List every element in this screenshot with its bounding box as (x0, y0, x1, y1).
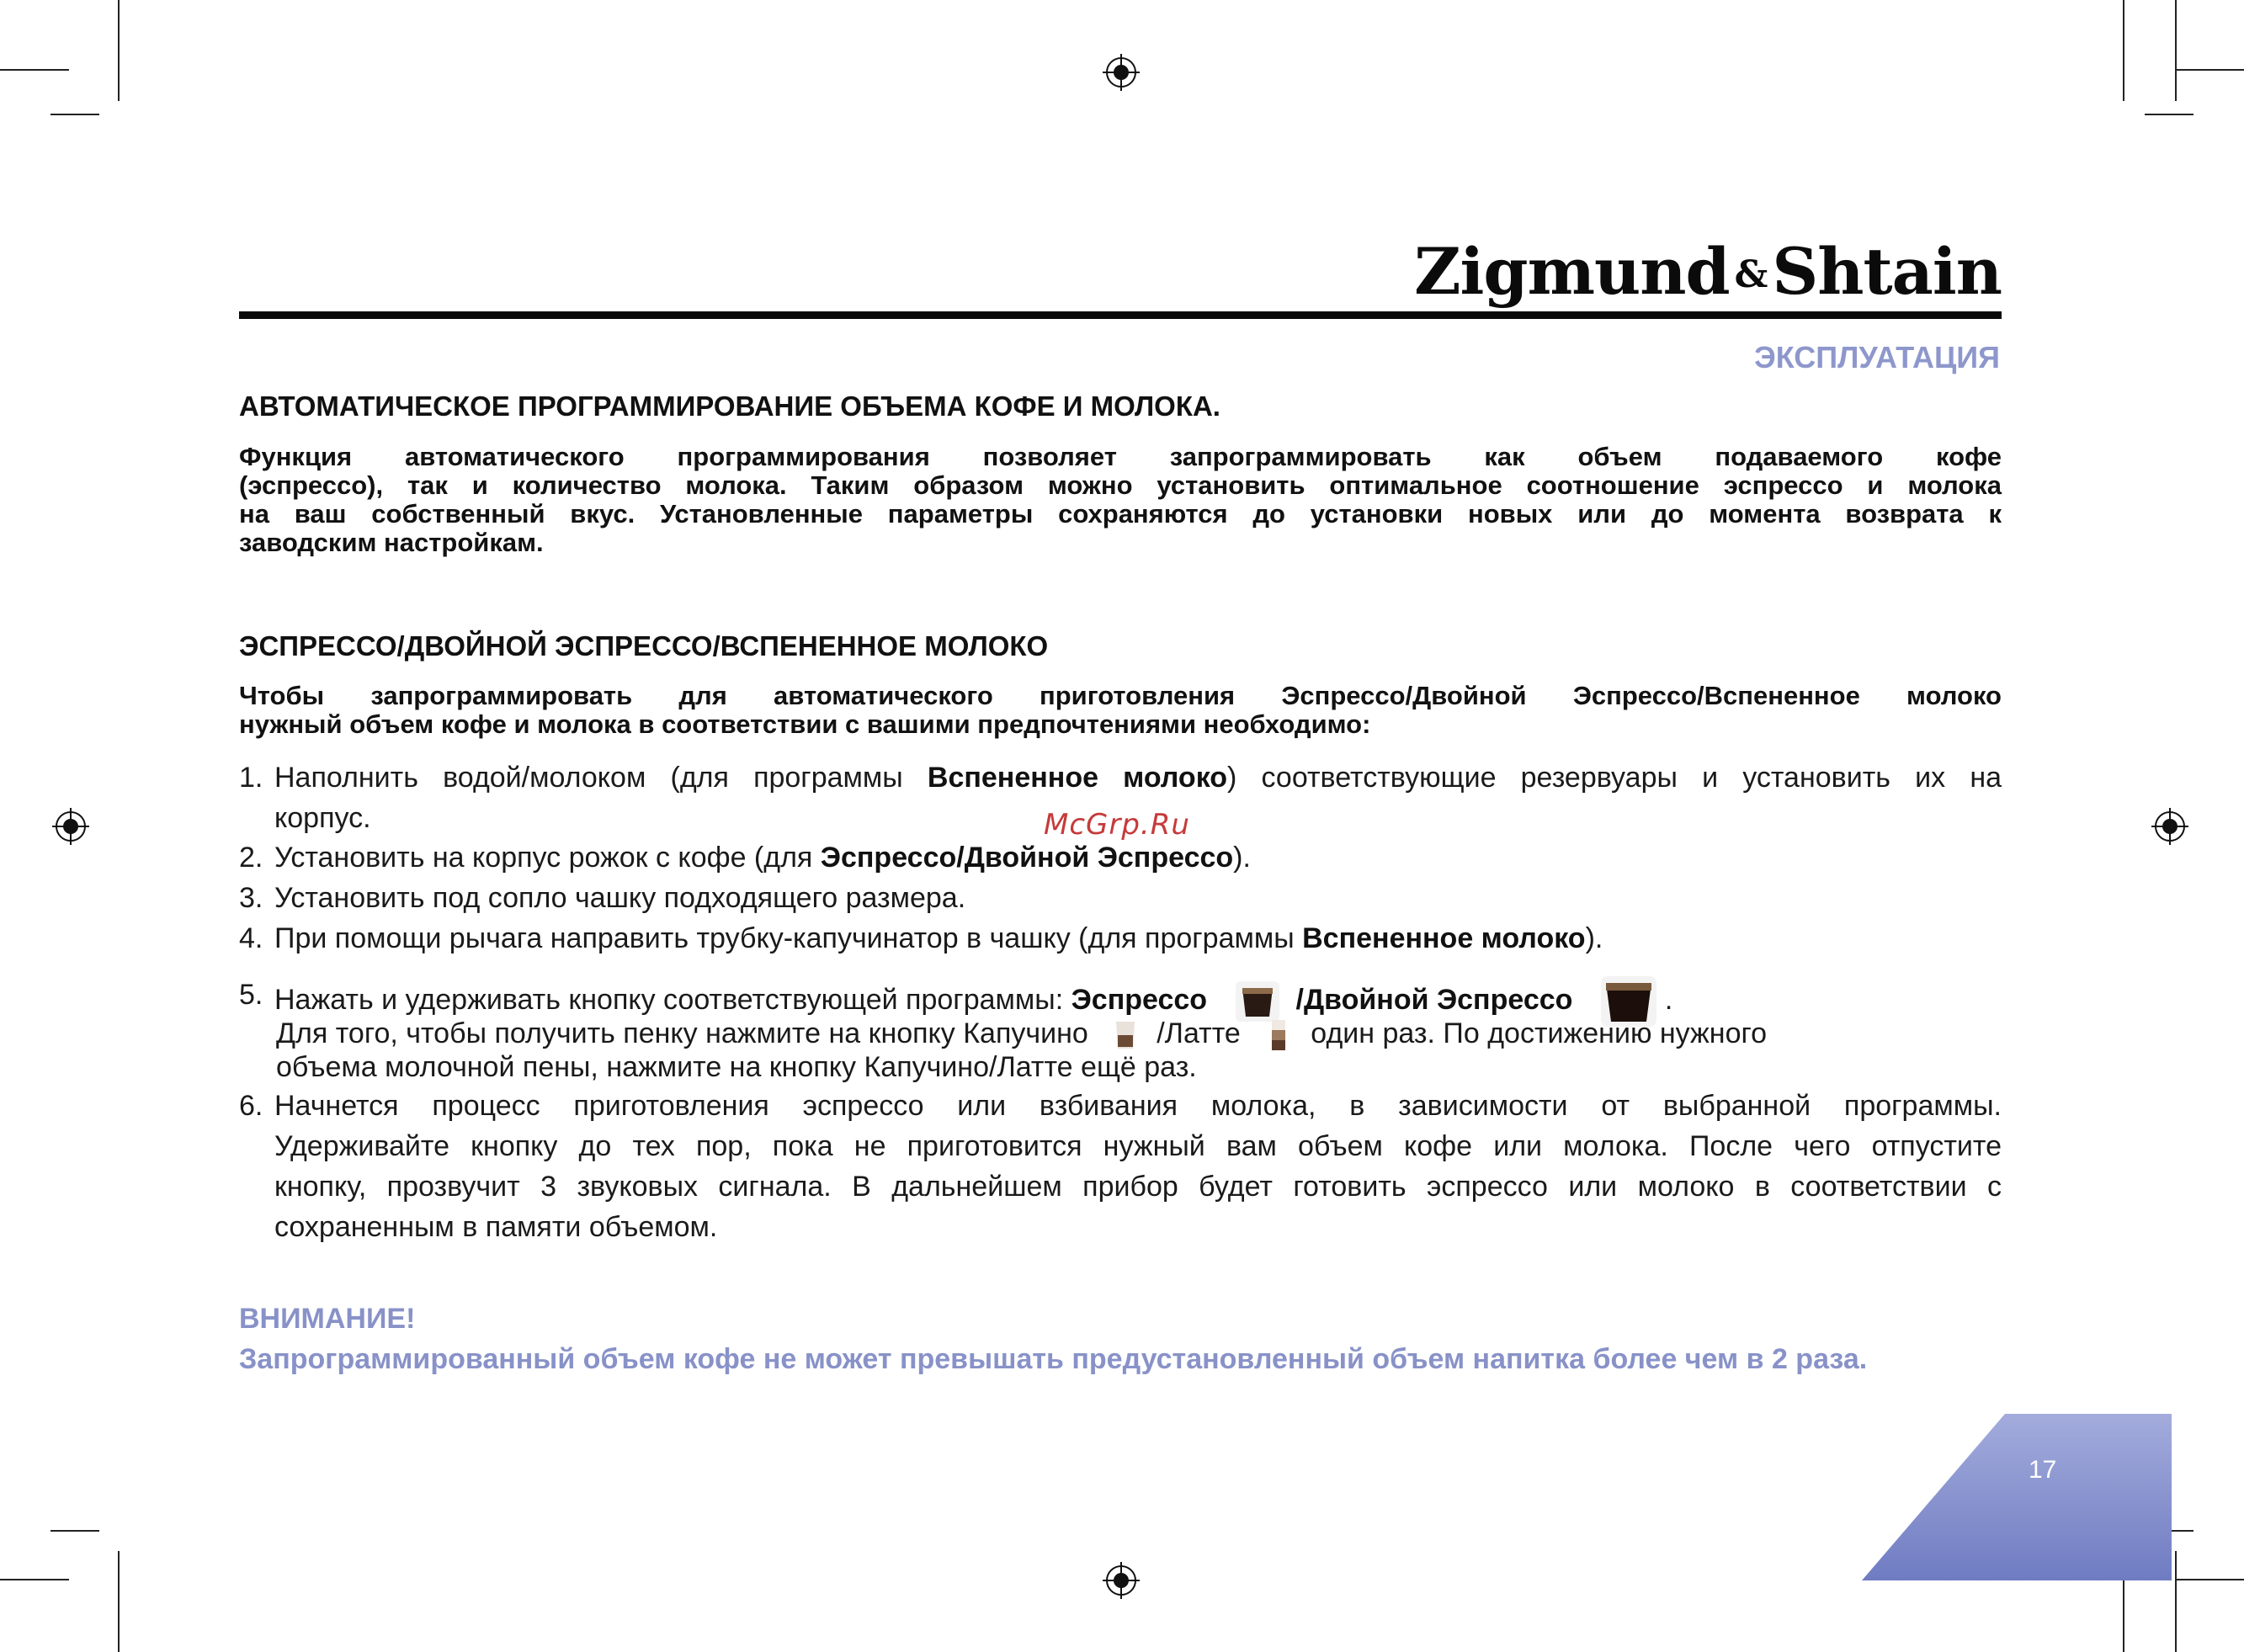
watermark: McGrp.Ru (1044, 808, 1190, 842)
brand-logo: Zigmund &Shtain (1414, 234, 2002, 309)
warning-text: Запрограммированный объем кофе не может превышать предустановленный объем напитка более чем в 2 раза. (239, 1343, 1868, 1375)
step-2: 2. Установить на корпус рожок с кофе (для Эспрессо/Двойной Эспрессо). (239, 842, 1251, 874)
crop-mark (2175, 0, 2177, 101)
crop-mark (0, 69, 69, 71)
registration-mark-icon (52, 808, 89, 845)
section-title: ЭКСПЛУАТАЦИЯ (1754, 340, 2000, 374)
crop-mark (2123, 0, 2124, 101)
crop-mark (51, 114, 99, 115)
intro-paragraph: Функция автоматического программирования позволяет запрограммировать как объем подаваемого кофе (эспрессо), так и количество молока. Таким образом можно установить оптимальное соотношение эспрессо и молока на ваш собственный вкус. Установленные параметры сохраняются до установки новых или до момента возврата к заводским настройкам. (239, 442, 2002, 557)
registration-mark-icon (1103, 54, 1140, 91)
crop-mark (2175, 69, 2244, 71)
crop-mark (2175, 1551, 2177, 1652)
step-5: 5. Нажать и удерживать кнопку соответствующей программы: Эспрессо /Двойной Эспрессо . Для того, чтобы получить пенку нажмите на кнопку Капучино /Латте один раз. По достижению нужного объема молочной пены, нажмите на кнопку Капучино/Латте ещё раз. (239, 975, 2002, 1084)
step-1: 1. Наполнить водой/молоком (для программы Вспененное молоко) соответствующие резервуары и установить их на корпус. (239, 762, 2002, 834)
header-rule (239, 311, 2002, 319)
heading-espresso-programs: ЭСПРЕССО/ДВОЙНОЙ ЭСПРЕССО/ВСПЕНЕННОЕ МОЛОКО (239, 630, 1049, 661)
cappuccino-cup-icon (1113, 1018, 1138, 1052)
warning-title: ВНИМАНИЕ! (239, 1303, 416, 1335)
registration-mark-icon (2151, 808, 2188, 845)
step-4: 4. При помощи рычага направить трубку-капучинатор в чашку (для программы Вспененное молоко). (239, 922, 1603, 954)
page-number: 17 (2029, 1456, 2057, 1484)
crop-mark (2175, 1579, 2244, 1580)
latte-glass-icon (1267, 1018, 1290, 1052)
page-corner-shape (1862, 1414, 2172, 1580)
step-3: 3. Установить под сопло чашку подходящего размера. (239, 882, 966, 914)
crop-mark (0, 1579, 69, 1580)
registration-mark-icon (1103, 1562, 1140, 1599)
step-6: 6. Начнется процесс приготовления эспрессо или взбивания молока, в зависимости от выбранной программы. Удерживайте кнопку до тех пор, пока не приготовится нужный вам объем кофе или молока. После чего отпустите кнопку, прозвучит 3 звуковых сигнала. В дальнейшем прибор будет готовить эспрессо или молоко в соответствии с сохраненным в памяти объемом. (239, 1090, 2002, 1243)
crop-mark (51, 1530, 99, 1532)
crop-mark (2145, 114, 2193, 115)
crop-mark (118, 1551, 120, 1652)
instructions-intro: Чтобы запрограммировать для автоматического приготовления Эспрессо/Двойной Эспрессо/Вспененное молоко нужный объем кофе и молока в соответствии с вашими предпочтениями необходимо: (239, 681, 2002, 739)
heading-auto-programming: АВТОМАТИЧЕСКОЕ ПРОГРАММИРОВАНИЕ ОБЪЕМА КОФЕ И МОЛОКА. (239, 390, 1220, 422)
crop-mark (118, 0, 120, 101)
